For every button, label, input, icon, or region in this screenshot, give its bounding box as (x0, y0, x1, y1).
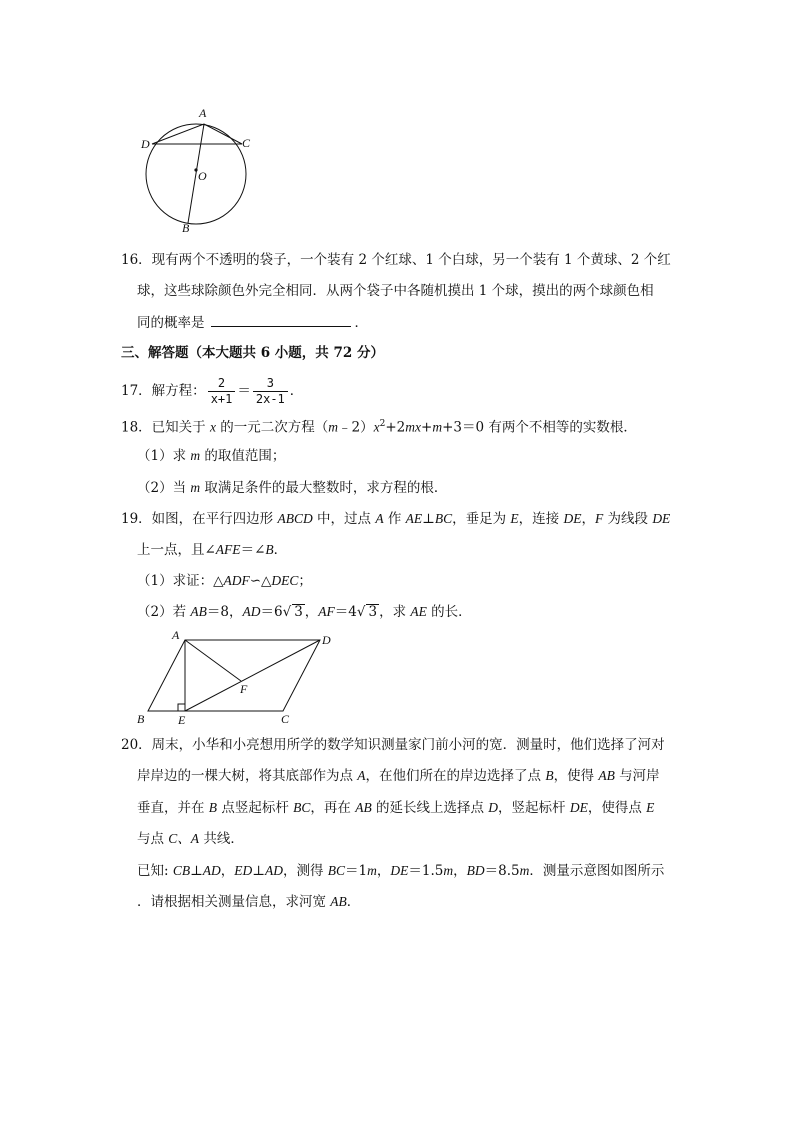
answer-blank[interactable] (211, 312, 351, 327)
q19-stem-line2: 上一点，且∠AFE＝∠B． (137, 542, 288, 558)
q19-part1: （1）求证：△ADF∽△DEC； (137, 573, 312, 589)
q17: 17．解方程： $\frac{2}{x+1}$ ＝ $\frac{3}{2x-1}$ ． (121, 376, 304, 406)
q20-line4: 与点 C、A 共线． (137, 831, 244, 847)
fraction-1: $\frac{2}{x+1}$ (208, 376, 236, 407)
point-label-a: A (199, 106, 207, 120)
point-label-f: F (240, 682, 248, 696)
q16-line3: 同的概率是 ． (137, 312, 368, 333)
point-label-d: D (141, 137, 150, 151)
fraction-2: $\frac{3}{2x-1}$ (253, 376, 288, 407)
point-label-b: B (137, 712, 145, 726)
q18-part2: （2）当 m 取满足条件的最大整数时，求方程的根． (137, 480, 448, 496)
q18-stem: 18．已知关于 x 的一元二次方程$(m﹣2)x^2+2mx+m+3=0$ 有两个不相等的实数根． (121, 419, 637, 436)
point-label-e: E (178, 713, 186, 727)
point-label-o: O (198, 169, 207, 183)
q20-line1: 20．周末，小华和小亮想用所学的数学知识测量家门前小河的宽．测量时，他们选择了河对 (121, 737, 665, 753)
q19-stem-line1: 19．如图，在平行四边形 ABCD 中，过点 A 作 AE⊥BC，垂足为 E，连接 DE，F 为线段 DE (121, 511, 671, 527)
point-label-b: B (182, 221, 190, 235)
q16-line1: 16．现有两个不透明的袋子，一个装有 2 个红球、1 个白球，另一个装有 1 个黄球、2 个红 (121, 252, 671, 268)
q20-line6: ．请根据相关测量信息，求河宽 AB． (137, 894, 361, 910)
point-label-d: D (322, 633, 331, 647)
parallelogram-figure (132, 628, 347, 728)
q20-line5: 已知: CB⊥AD，ED⊥AD，测得 BC＝1m，DE＝1.5m，BD＝8.5m．测量示意图如图所示 (137, 863, 665, 879)
point-label-c: C (242, 136, 251, 150)
circle-figure (138, 104, 266, 236)
section-heading: 三、解答题（本大题共 6 小题，共 72 分） (121, 345, 384, 361)
point-label-c: C (281, 712, 290, 726)
q18-part1: （1）求 m 的取值范围； (137, 448, 286, 464)
q19-part2: （2）若 AB＝8，AD＝6√ 3 ，AF＝4√ 3 ，求 AE 的长． (137, 604, 472, 620)
q16-line2: 球，这些球除颜色外完全相同．从两个袋子中各随机摸出 1 个球，摸出的两个球颜色相 (137, 283, 654, 299)
point-label-a: A (172, 628, 180, 642)
q20-line2: 岸岸边的一棵大树，将其底部作为点 A，在他们所在的岸边选择了点 B，使得 AB 与河岸 (137, 768, 660, 784)
q20-line3: 垂直，并在 B 点竖起标杆 BC，再在 AB 的延长线上选择点 D，竖起标杆 DE，使得点 E (137, 800, 655, 816)
